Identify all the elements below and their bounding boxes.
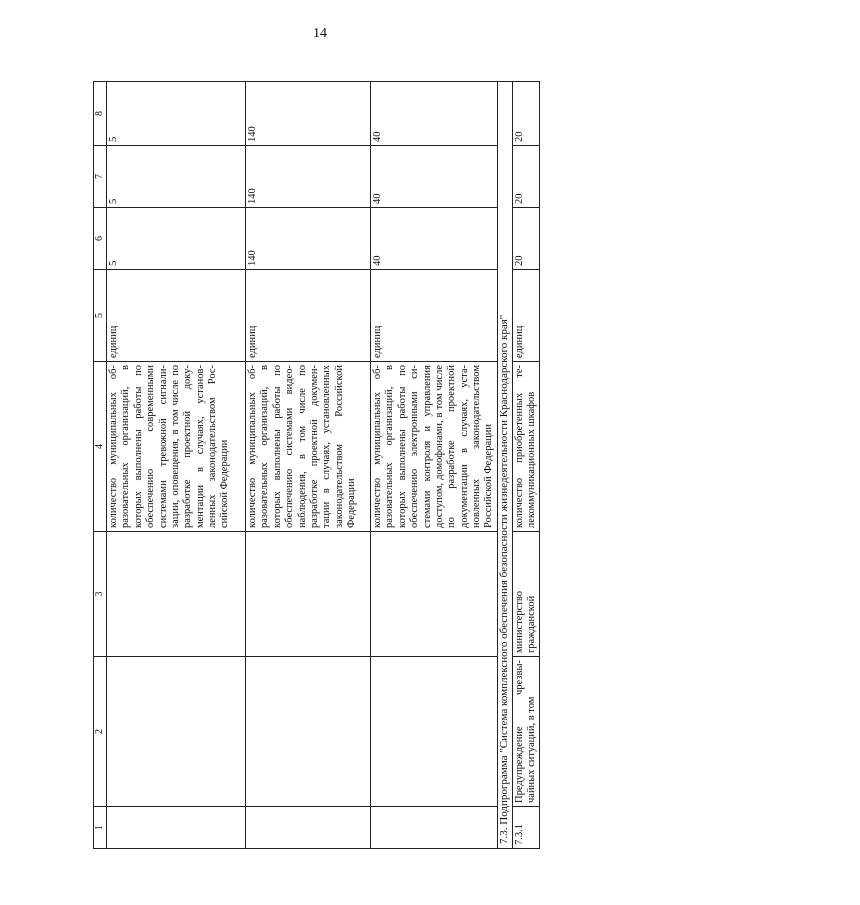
row-number: [371, 807, 498, 849]
row-unit: единиц: [246, 270, 371, 362]
row-executor: [246, 532, 371, 657]
row-value-col8: 5: [107, 82, 246, 146]
row-executor-text: министерство гражданской: [513, 590, 538, 653]
table-row: [512, 82, 539, 849]
row-number: [246, 807, 371, 849]
row-indicator: количество муниципальных об-разовательных организаций, в которых выполнены работы по обеспечению современными системами тревожной сигнали-зации, оповещения, в том числе по разработке проектной доку-ментации в случаях, установ-ленных законодательством Рос-сийской Федерации: [107, 362, 246, 532]
header-col-7: 7: [94, 146, 107, 208]
row-value-col7: 5: [107, 146, 246, 208]
subprogram-row: [497, 82, 512, 849]
row-event-text: Предупреждение чрезвы-чайных ситуаций, в том: [513, 660, 538, 803]
row-executor: [512, 532, 539, 657]
document-table: [93, 82, 860, 845]
row-indicator-text: количество приобретенных те-лекоммуникационных шкафов: [513, 365, 538, 528]
row-unit: единиц: [512, 270, 539, 362]
row-value-col8: 140: [246, 82, 371, 146]
row-value-col7: 40: [371, 146, 498, 208]
row-indicator: [512, 362, 539, 532]
subprogram-title: 7.3. Подпрограмма "Система комплексного обеспечения безопасности жизнедеятельности Краснодарского края": [497, 82, 512, 849]
header-col-4: 4: [94, 362, 107, 532]
row-executor: [371, 532, 498, 657]
row-value-col8: 20: [512, 82, 539, 146]
table-row: [107, 82, 246, 849]
header-col-5: 5: [94, 270, 107, 362]
page-number: 14: [313, 26, 327, 41]
row-value-col6: 5: [107, 208, 246, 270]
row-event: [246, 657, 371, 807]
header-col-1: 1: [94, 807, 107, 849]
row-number: 7.3.1: [512, 807, 539, 849]
row-unit: единиц: [371, 270, 498, 362]
header-col-2: 2: [94, 657, 107, 807]
row-unit: единиц: [107, 270, 246, 362]
header-col-6: 6: [94, 208, 107, 270]
row-indicator: количество муниципальных об-разовательных организаций, в которых выполнены работы по обеспечению электронными си-стемами контроля и управления доступом, домофонами, в том числе по разработке проектной документации в случаях, уста-новленных законодательством Российской Федерации: [371, 362, 498, 532]
table-row: [371, 82, 498, 849]
row-value-col7: 20: [512, 146, 539, 208]
row-event: [512, 657, 539, 807]
row-event: [371, 657, 498, 807]
header-row: [94, 82, 107, 849]
row-event: [107, 657, 246, 807]
row-value-col8: 40: [371, 82, 498, 146]
row-executor: [107, 532, 246, 657]
header-col-3: 3: [94, 532, 107, 657]
row-value-col6: 140: [246, 208, 371, 270]
row-indicator: количество муниципальных об-разовательных организаций, в которых выполнены работы по обеспечению системами видео-наблюдения, в том числе по разработке проектной докумен-тации в случаях, установленных законодательством Российской Федерации: [246, 362, 371, 532]
header-col-8: 8: [94, 82, 107, 146]
row-value-col7: 140: [246, 146, 371, 208]
row-value-col6: 40: [371, 208, 498, 270]
row-number: [107, 807, 246, 849]
table-row: [246, 82, 371, 849]
row-value-col6: 20: [512, 208, 539, 270]
